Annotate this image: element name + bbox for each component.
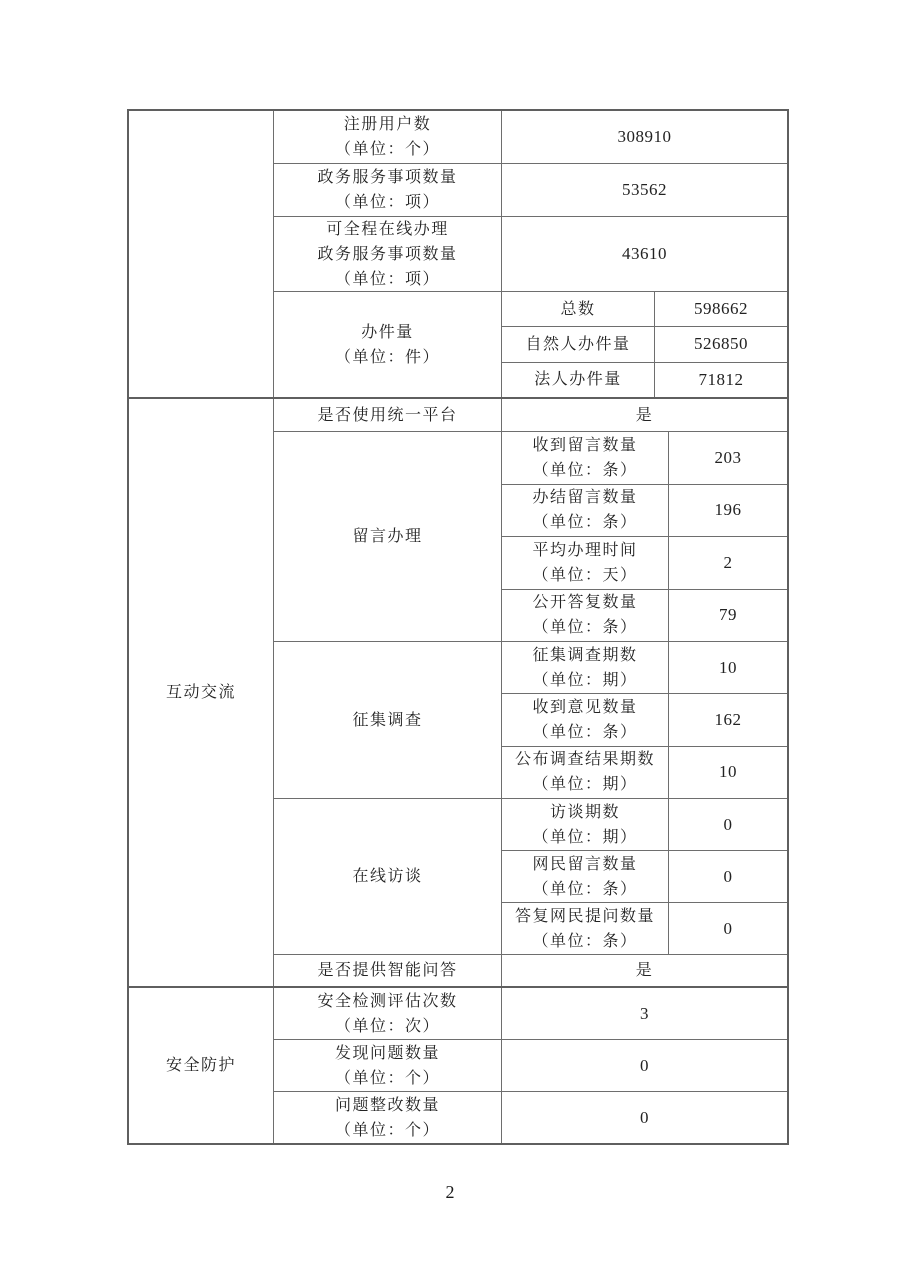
row-label	[274, 988, 502, 1039]
section-security	[129, 986, 787, 1143]
subrow-label	[502, 327, 655, 361]
row-label-line1: 政务服务事项数量	[317, 169, 458, 186]
subrow-column	[502, 799, 787, 954]
subrow-label-unit: （单位：期）	[532, 671, 638, 689]
subrow-label-unit: （单位：条）	[532, 723, 638, 741]
row-value: 是	[635, 406, 654, 424]
row-value: 是	[635, 962, 654, 979]
subrow	[502, 485, 787, 538]
table-row	[274, 399, 787, 432]
subrow-value: 196	[714, 500, 742, 520]
subrow	[502, 747, 787, 798]
subrow-value: 10	[719, 657, 737, 677]
row-value: 53562	[622, 180, 667, 199]
subrow-label-line1: 收到意见数量	[532, 698, 638, 716]
subrow-label-text: 总数	[560, 300, 596, 318]
group-label	[274, 799, 502, 954]
subrow-column	[502, 642, 787, 798]
row-label	[274, 217, 502, 291]
subrow-label-line1: 收到留言数量	[532, 436, 638, 454]
subrow	[502, 292, 787, 327]
subrow-label-line1: 网民留言数量	[532, 855, 638, 873]
row-value: 3	[640, 1003, 649, 1023]
subrow-value: 526850	[694, 334, 748, 354]
subrow-label	[502, 590, 669, 642]
subrow-value: 79	[719, 605, 737, 625]
subrow-label	[502, 432, 669, 484]
row-label	[274, 399, 502, 431]
subrow-value: 0	[723, 918, 733, 938]
row-value: 0	[640, 1055, 649, 1075]
row-label	[274, 1040, 502, 1091]
subrow	[502, 903, 787, 954]
group-label	[274, 292, 502, 397]
table-row	[274, 955, 787, 986]
subrow-value: 0	[723, 866, 733, 886]
subrow-label-line1: 公布调查结果期数	[514, 751, 655, 769]
subrow-label	[502, 851, 669, 902]
group-label-text: 征集调查	[352, 711, 423, 729]
subrow-label-line1: 办结留言数量	[532, 489, 638, 507]
subrow-value: 71812	[698, 369, 744, 389]
row-label-line1: 发现问题数量	[334, 1044, 440, 1062]
subrow-value: 2	[723, 552, 733, 572]
row-label	[274, 955, 502, 986]
subrow-label-unit: （单位：条）	[532, 932, 638, 950]
table-row-group-fangtan	[274, 799, 787, 955]
subrow	[502, 327, 787, 362]
section-body	[274, 988, 787, 1143]
section-interaction	[129, 397, 787, 986]
subrow	[502, 851, 787, 903]
subrow-label-unit: （单位：期）	[532, 776, 638, 794]
row-label-line1: 安全检测评估次数	[317, 992, 458, 1010]
subrow-label-unit: （单位：条）	[532, 880, 638, 898]
subrow-column	[502, 432, 787, 641]
subrow-value: 0	[723, 814, 733, 834]
subrow	[502, 432, 787, 485]
category-label: 安全防护	[129, 988, 274, 1143]
section-online-service	[129, 111, 787, 397]
table-row	[274, 1040, 787, 1092]
subrow-label-text: 自然人办件量	[525, 335, 631, 353]
row-label	[274, 1092, 502, 1143]
row-label	[274, 164, 502, 216]
row-label-unit: （单位：个）	[334, 1121, 440, 1139]
subrow-label-unit: （单位：天）	[532, 566, 638, 584]
table-row	[274, 164, 787, 217]
row-label-line2: 政务服务事项数量	[317, 245, 458, 263]
subrow-label-unit: （单位：条）	[532, 619, 638, 637]
subrow-label-unit: （单位：条）	[532, 461, 638, 479]
subrow-label-line1: 公开答复数量	[532, 594, 638, 612]
group-label-unit: （单位：件）	[334, 348, 440, 366]
section-body	[274, 399, 787, 986]
page-number: 2	[445, 1182, 455, 1202]
subrow-value: 203	[714, 447, 742, 467]
table-row	[274, 1092, 787, 1143]
group-label-text: 在线访谈	[352, 868, 423, 885]
subrow-column	[502, 292, 787, 397]
subrow-label-line1: 访谈期数	[549, 803, 620, 821]
subrow-label-text: 法人办件量	[534, 371, 622, 389]
category-cell-empty	[129, 111, 274, 397]
row-value: 0	[640, 1107, 649, 1127]
subrow-label	[502, 694, 669, 745]
subrow	[502, 694, 787, 746]
row-label-text: 是否使用统一平台	[317, 406, 458, 424]
subrow	[502, 642, 787, 694]
subrow-label	[502, 747, 669, 798]
group-label	[274, 432, 502, 641]
row-label-unit: （单位：次）	[334, 1017, 440, 1035]
row-label-line1: 可全程在线办理	[326, 220, 449, 238]
table-row	[274, 988, 787, 1040]
subrow	[502, 590, 787, 642]
table-row	[274, 111, 787, 164]
subrow-label-line1: 征集调查期数	[532, 646, 638, 664]
section-body	[274, 111, 787, 397]
subrow-label	[502, 292, 655, 326]
row-label-line1: 问题整改数量	[334, 1096, 440, 1114]
table-row-group-zhengji	[274, 642, 787, 799]
group-label-text: 留言办理	[352, 528, 423, 545]
subrow-label	[502, 903, 669, 954]
subrow	[502, 799, 787, 851]
table-row-group-liuyan	[274, 432, 787, 642]
category-label: 互动交流	[129, 399, 274, 986]
subrow-label	[502, 363, 655, 397]
row-label	[274, 111, 502, 163]
row-label-unit: （单位：个）	[334, 141, 440, 158]
subrow-value: 598662	[694, 299, 748, 319]
subrow-label	[502, 537, 669, 589]
row-label-line1: 注册用户数	[343, 116, 432, 133]
subrow-label	[502, 799, 669, 850]
subrow-label-line1: 答复网民提问数量	[514, 907, 655, 925]
subrow-value: 162	[714, 709, 742, 729]
row-label-unit: （单位：项）	[334, 194, 440, 211]
subrow-label-line1: 平均办理时间	[532, 541, 638, 559]
row-label-text: 是否提供智能问答	[317, 962, 458, 979]
row-value: 308910	[617, 127, 672, 146]
row-label-unit: （单位：个）	[334, 1069, 440, 1087]
subrow-label-unit: （单位：条）	[532, 514, 638, 532]
table-row-group-banjian	[274, 292, 787, 397]
group-label-line1: 办件量	[361, 323, 414, 341]
group-label	[274, 642, 502, 798]
subrow-label	[502, 485, 669, 537]
subrow	[502, 363, 787, 397]
subrow	[502, 537, 787, 590]
subrow-label	[502, 642, 669, 693]
subrow-value: 10	[719, 762, 737, 782]
row-label-unit: （单位：项）	[334, 270, 440, 288]
row-value: 43610	[622, 244, 667, 263]
report-table	[127, 109, 789, 1145]
subrow-label-unit: （单位：期）	[532, 828, 638, 846]
table-row	[274, 217, 787, 292]
